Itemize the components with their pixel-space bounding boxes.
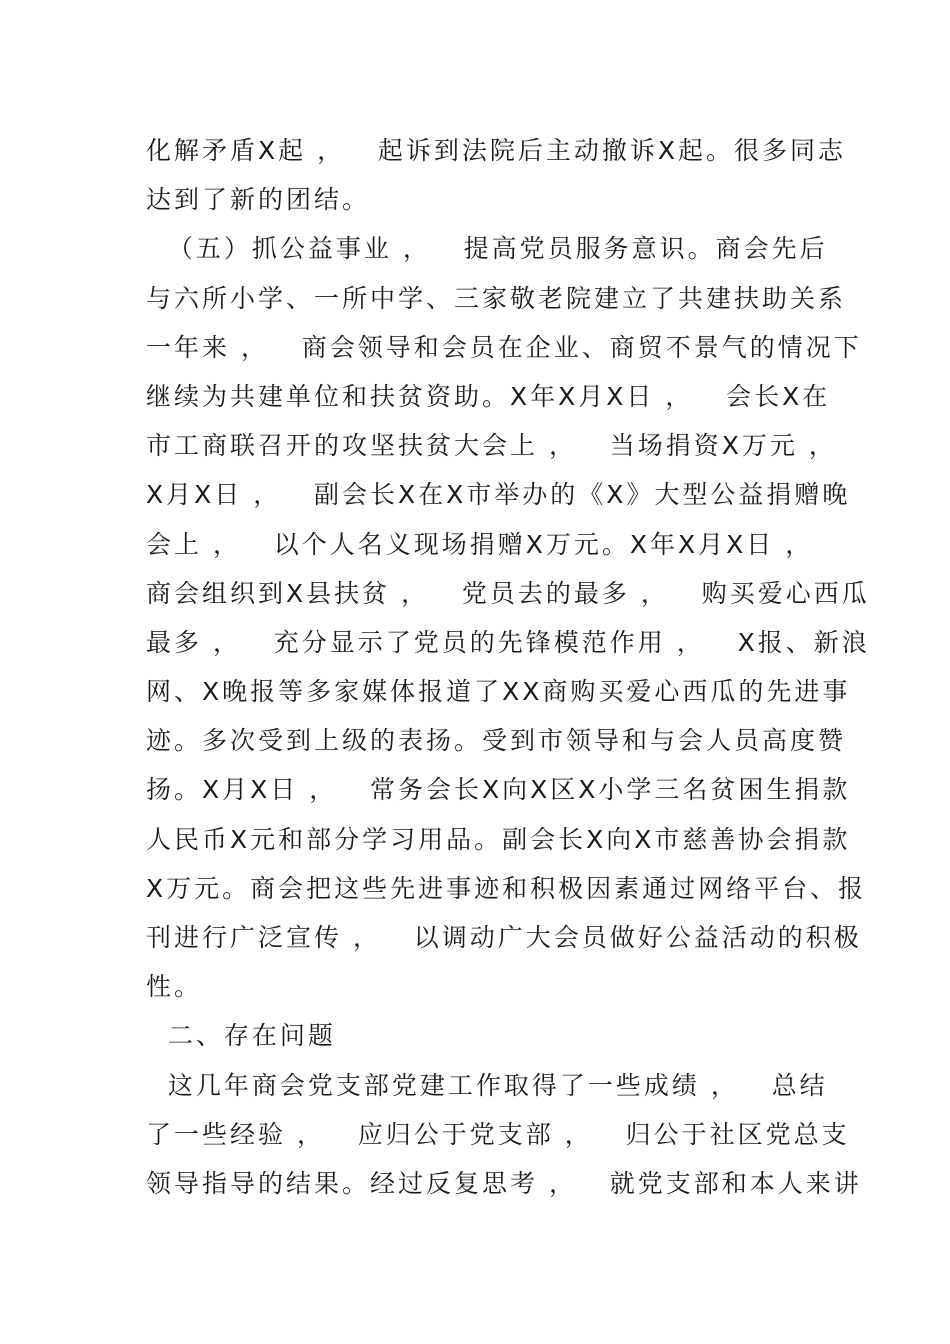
text-line: 这几年商会党支部党建工作取得了一些成绩 ， 总结: [146, 1070, 828, 1100]
text-line: 人民币X元和部分学习用品。副会长X向X市慈善协会捐款: [146, 824, 851, 854]
text-line: 了一些经验 ， 应归公于党支部 ， 归公于社区党总支: [146, 1119, 850, 1149]
text-line: 达到了新的团结。: [146, 185, 371, 215]
text-line: 会上 ， 以个人名义现场捐赠X万元。X年X月X日 ，: [146, 529, 814, 559]
text-line: 网、X晚报等多家媒体报道了XX商购买爱心西瓜的先进事: [146, 677, 851, 707]
text-line: 商会组织到X县扶贫 ， 党员去的最多 ， 购买爱心西瓜: [146, 578, 870, 608]
text-line: X万元。商会把这些先进事迹和积极因素通过网络平台、报: [146, 873, 867, 903]
text-line: 市工商联召开的攻坚扶贫大会上 ， 当场捐资X万元 ，: [146, 431, 837, 461]
text-line: 性。: [146, 972, 203, 1002]
text-line: X月X日 ， 副会长X在X市举办的《X》大型公益捐赠晚: [146, 480, 851, 510]
text-line: 最多 ， 充分显示了党员的先锋模范作用 ， X报、新浪: [146, 627, 870, 657]
text-line: 继续为共建单位和扶贫资助。X年X月X日 ， 会长X在: [146, 381, 831, 411]
text-line: 扬。X月X日 ， 常务会长X向X区X小学三名贫困生捐款: [146, 775, 851, 805]
document-body: [146, 126, 870, 1208]
section-heading-line: （五）抓公益事业 ， 提高党员服务意识。商会先后: [146, 234, 828, 264]
section-heading: 二、存在问题: [146, 1021, 336, 1051]
text-line: 领导指导的结果。经过反复思考 ， 就党支部和本人来讲: [146, 1168, 862, 1198]
text-line: 与六所小学、一所中学、三家敬老院建立了共建扶助关系: [146, 283, 847, 313]
text-line: 刊进行广泛宣传 ， 以调动广大会员做好公益活动的积极: [146, 923, 862, 952]
text-line: 迹。多次受到上级的表扬。受到市领导和与会人员高度赞: [146, 726, 847, 756]
text-line: 化解矛盾X起 ， 起诉到法院后主动撤诉X起。很多同志: [146, 136, 847, 165]
text-line: 一年来 ， 商会领导和会员在企业、商贸不景气的情况下: [146, 332, 862, 362]
